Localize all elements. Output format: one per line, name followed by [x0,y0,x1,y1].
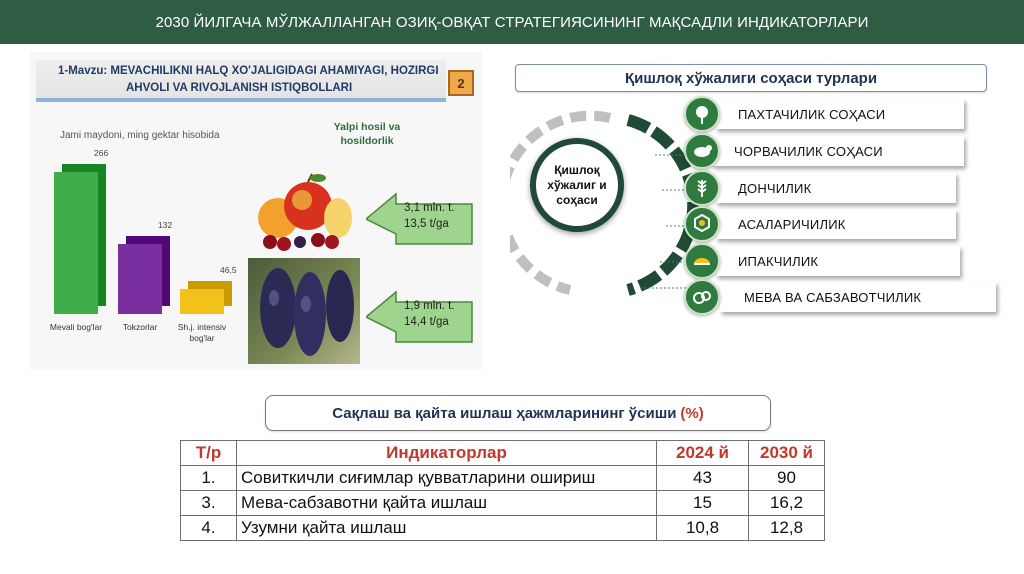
honeycomb-icon [684,206,720,242]
hub-label: Қишлоқ хўжалиг и соҳаси [547,162,607,207]
row-indicator: Узумни қайта ишлаш [237,516,657,541]
col-header-2030: 2030 й [749,441,825,466]
table-row [181,466,825,491]
row-2030: 90 [749,466,825,491]
bar [54,172,98,314]
row-2024: 10,8 [657,516,749,541]
embedded-slide-image [30,52,482,370]
fruit-yield-per-ha: 13,5 t/ga [404,218,449,230]
grape-yield-total: 1,9 mln. t. [404,300,455,312]
table-header-row [181,441,825,466]
row-2030: 12,8 [749,516,825,541]
bar-value-label: 46,5 [220,265,237,275]
sector-item-fruit-vegetable [720,282,996,312]
row-num: 3. [181,491,237,516]
header-bar [0,0,1024,44]
hub-circle [530,138,624,232]
bar [180,289,224,314]
cotton-icon [684,96,720,132]
bar-category-label: Mevali bog'lar [49,322,103,332]
col-header-num: Т/р [181,441,237,466]
col-header-2024: 2024 й [657,441,749,466]
grape-photo [248,258,360,364]
sector-item-sericulture [716,246,960,276]
grape-yield-arrow [366,286,474,348]
col-header-indicator: Индикаторлар [237,441,657,466]
row-2024: 15 [657,491,749,516]
bar-category-label: Sh.j. intensiv bog'lar [177,322,227,343]
sector-label: МЕВА ВА САБЗАВОТЧИЛИК [744,289,922,305]
sector-label: АСАЛАРИЧИЛИК [738,216,846,232]
bar [118,244,162,314]
image-heading [36,60,446,102]
row-num: 1. [181,466,237,491]
sector-item-grain [716,173,956,203]
indicators-title: Сақлаш ва қайта ишлаш ҳажмларининг ўсиши [332,404,677,422]
indicators-title-unit: (%) [680,404,704,422]
fruit-vegetable-icon [684,279,720,315]
sector-item-beekeeping [716,209,956,239]
table-row [181,516,825,541]
image-heading-line1: 1-Mavzu: MEVACHILIKNI HALQ XO'JALIGIDAGI AHAMIYAGI, HOZIRGI [58,65,439,77]
sector-label: ПАХТАЧИЛИК СОҲАСИ [738,106,886,122]
indicators-title-box [265,395,771,431]
sector-item-cotton [716,99,964,129]
fruit-yield-total: 3,1 mln. t. [404,202,455,214]
sectors-title-box [515,64,987,92]
sector-label: ЧОРВАЧИЛИК СОҲАСИ [734,143,883,159]
chart-caption: Jami maydoni, ming gektar hisobida [60,130,220,141]
bar-category-label: Tokzorlar [122,322,158,332]
indicators-table [180,440,825,541]
row-num: 4. [181,516,237,541]
livestock-icon [684,133,720,169]
sector-item-livestock [712,136,964,166]
bar-value-label: 132 [158,220,173,230]
slide-number-badge: 2 [448,70,474,96]
table-row [181,491,825,516]
fruit-yield-arrow [366,188,474,250]
row-indicator: Совиткичли сиғимлар қувватларини ошириш [237,466,657,491]
row-2030: 16,2 [749,491,825,516]
bar-value-label: 266 [94,148,109,158]
row-2024: 43 [657,466,749,491]
sectors-title: Қишлоқ хўжалиги соҳаси турлари [624,69,878,87]
yield-caption: Yalpi hosil va hosildorlik [333,121,401,147]
page-title: 2030 ЙИЛГАЧА МЎЛЖАЛЛАНГАН ОЗИҚ-ОВҚАТ СТРАТЕГИЯСИНИНГ МАҚСАДЛИ ИНДИКАТОРЛАРИ [155,13,869,31]
sector-label: ДОНЧИЛИК [738,180,812,196]
row-indicator: Мева-сабзавотни қайта ишлаш [237,491,657,516]
grape-yield-per-ha: 14,4 t/ga [404,316,449,328]
fruit-photo [248,170,360,252]
silkworm-icon [684,243,720,279]
image-heading-line2: AHVOLI VA RIVOJLANISH ISTIQBOLLARI [126,82,353,94]
grain-icon [684,170,720,206]
sector-label: ИПАКЧИЛИК [738,253,819,269]
